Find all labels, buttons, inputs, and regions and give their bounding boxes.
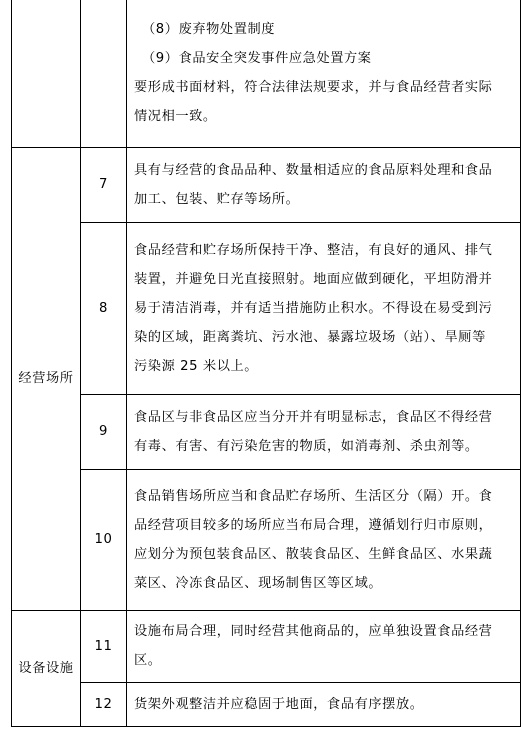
- table-row: [12, 610, 521, 682]
- requirement-line: 加工、包装、贮存等场所。: [134, 191, 300, 207]
- item-number: 7: [81, 147, 127, 222]
- item-number: 12: [81, 682, 127, 726]
- category-label: 设备设施: [18, 660, 74, 676]
- requirement-line: 污染源 25 米以上。: [134, 358, 259, 374]
- table-row: [12, 394, 521, 469]
- requirement-text: [127, 0, 521, 147]
- requirement-line: 食品区与非食品区应当分开并有明显标志，食品区不得经营: [134, 409, 493, 425]
- table-row: [12, 469, 521, 610]
- requirement-text: [127, 147, 521, 222]
- requirement-line: 要形成书面材料，符合法律法规要求，并与食品经营者实际: [134, 80, 493, 96]
- requirement-line: 应划分为预包装食品区、散装食品区、生鲜食品区、水果蔬: [134, 546, 493, 562]
- requirement-line: 品经营项目较多的场所应当布局合理，遵循划行归市原则，: [134, 517, 493, 533]
- requirement-line: 菜区、冷冻食品区、现场制售区等区域。: [134, 575, 383, 591]
- requirement-line: （9）食品安全突发事件应急处置方案: [142, 51, 372, 67]
- table-row: [12, 682, 521, 726]
- item-number: 11: [81, 610, 127, 682]
- requirement-line: 染的区域，距离粪坑、污水池、暴露垃圾场（站）、旱厕等: [134, 329, 486, 345]
- requirement-line: 食品销售场所应当和食品贮存场所、生活区分（隔）开。食: [134, 488, 493, 504]
- requirement-line: 货架外观整洁并应稳固于地面，食品有序摆放。: [134, 696, 424, 712]
- requirement-text: [127, 610, 521, 682]
- item-number: 10: [81, 469, 127, 610]
- requirement-line: （8）废弃物处置制度: [142, 22, 276, 38]
- table-row: [12, 222, 521, 394]
- category-cell: [12, 610, 81, 726]
- requirement-text: [127, 682, 521, 726]
- category-cell: [12, 147, 81, 610]
- category-label: 经营场所: [18, 371, 74, 386]
- table-row: [12, 0, 521, 147]
- requirement-line: 易于清洁消毒，并有适当措施防止积水。不得设在易受到污: [134, 300, 493, 316]
- item-number: 8: [81, 222, 127, 394]
- requirement-line: 食品经营和贮存场所保持干净、整洁，有良好的通风、排气: [134, 242, 493, 258]
- requirement-line: 设施布局合理，同时经营其他商品的，应单独设置食品经营: [134, 624, 493, 639]
- requirement-line: 具有与经营的食品品种、数量相适应的食品原料处理和食品: [134, 162, 493, 178]
- item-number: [81, 0, 127, 147]
- category-cell: [12, 0, 81, 147]
- requirement-line: 区。: [134, 653, 162, 668]
- requirements-table: [11, 0, 521, 727]
- requirement-text: [127, 469, 521, 610]
- requirement-line: 有毒、有害、有污染危害的物质，如消毒剂、杀虫剂等。: [134, 438, 479, 454]
- requirement-line: 情况相一致。: [134, 109, 217, 125]
- requirement-text: [127, 222, 521, 394]
- table-row: [12, 147, 521, 222]
- requirement-line: 装置，并避免日光直接照射。地面应做到硬化，平坦防滑并: [134, 271, 493, 287]
- item-number: 9: [81, 394, 127, 469]
- requirement-text: [127, 394, 521, 469]
